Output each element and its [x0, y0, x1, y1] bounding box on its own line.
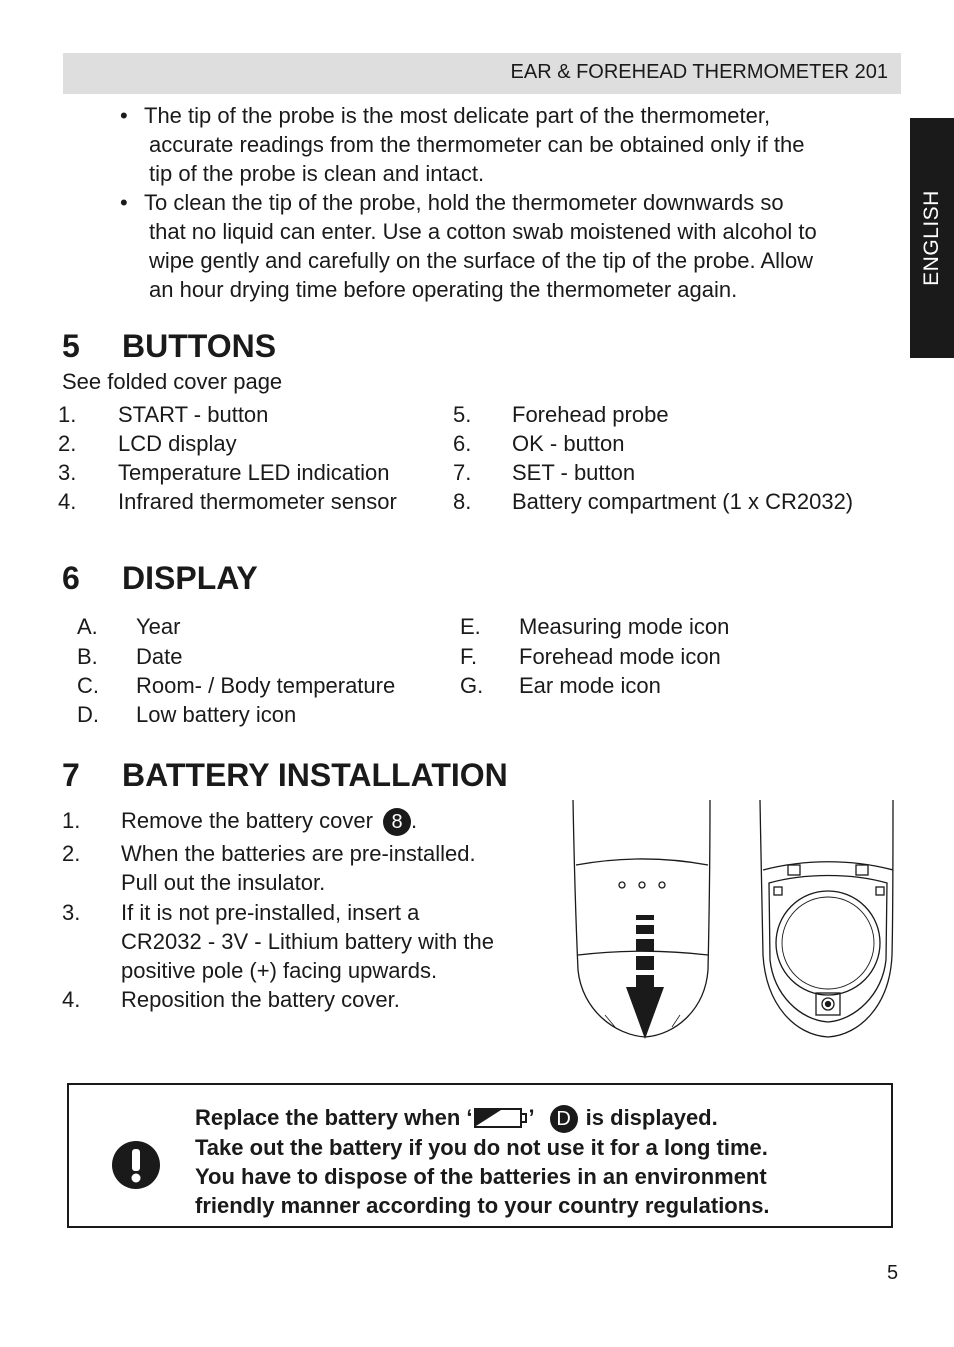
- care-bullet-1: [120, 101, 900, 188]
- step-line: CR2032 - 3V - Lithium battery with the: [121, 929, 494, 954]
- battery-cover-illustration: [560, 795, 920, 1045]
- exclamation-icon: [111, 1140, 161, 1190]
- warning-line-3: You have to dispose of the batteries in an environment: [195, 1164, 767, 1190]
- bullet-line: wipe gently and carefully on the surface of the tip of the probe. Allow: [149, 248, 814, 273]
- step-line-end: .: [411, 808, 418, 833]
- display-item: Room- / Body temperature: [136, 673, 396, 698]
- warning-text: [195, 1103, 770, 1220]
- battery-warning-box: [67, 1083, 893, 1228]
- warning-line-1-end: is displayed.: [579, 1105, 718, 1130]
- item-letter: C.: [77, 673, 99, 698]
- item-number: 2.: [58, 431, 77, 456]
- step-line: Pull out the insulator.: [121, 870, 326, 895]
- down-arrow-icon: [626, 915, 664, 1039]
- section-title: DISPLAY: [122, 560, 258, 596]
- section-heading-buttons: [62, 328, 276, 365]
- page-number: 5: [887, 1262, 899, 1284]
- buttons-item: Temperature LED indication: [118, 460, 390, 485]
- step-number: 3.: [62, 900, 81, 925]
- step-line: Remove the battery cover: [121, 808, 373, 833]
- section-number: 5: [62, 328, 80, 364]
- item-letter: G.: [460, 673, 484, 698]
- item-number: 8.: [453, 489, 472, 514]
- bullet-line: an hour drying time before operating the thermometer again.: [149, 277, 738, 302]
- buttons-item: START - button: [118, 402, 269, 427]
- item-number: 7.: [453, 460, 472, 485]
- bullet-line: accurate readings from the thermometer can be obtained only if the: [149, 132, 805, 157]
- warning-line-4: friendly manner according to your country regulations.: [195, 1193, 770, 1219]
- item-letter: A.: [77, 614, 98, 639]
- display-item: Year: [136, 614, 181, 639]
- display-item: Ear mode icon: [519, 673, 661, 698]
- section-title: BUTTONS: [122, 328, 277, 364]
- buttons-item: Battery compartment (1 x CR2032): [512, 489, 854, 514]
- buttons-item: OK - button: [512, 431, 625, 456]
- section-number: 6: [62, 560, 80, 596]
- language-tab-label: ENGLISH: [920, 190, 943, 286]
- item-number: 5.: [453, 402, 472, 427]
- language-tab: [910, 118, 954, 358]
- warning-line-2: Take out the battery if you do not use it for a long time.: [195, 1135, 768, 1161]
- warning-line-1: [195, 1103, 770, 1133]
- callout-badge: 8: [383, 808, 411, 836]
- battery-step-1: [121, 808, 417, 836]
- warning-line-1-start: Replace the battery when ‘: [195, 1105, 473, 1130]
- step-number: 4.: [62, 987, 81, 1012]
- section-number: 7: [62, 757, 80, 793]
- item-number: 1.: [58, 402, 77, 427]
- bullet-dot: •: [120, 190, 128, 215]
- running-header: [63, 53, 901, 94]
- buttons-item: Forehead probe: [512, 402, 669, 427]
- thermometer-open-compartment: [760, 800, 893, 1037]
- item-letter: D.: [77, 702, 99, 727]
- care-bullet-2: [120, 188, 900, 304]
- display-item: Date: [136, 644, 183, 669]
- step-line: Reposition the battery cover.: [121, 987, 400, 1012]
- item-number: 6.: [453, 431, 472, 456]
- buttons-item: LCD display: [118, 431, 237, 456]
- step-line: When the batteries are pre-installed.: [121, 841, 476, 866]
- item-number: 3.: [58, 460, 77, 485]
- bullet-line: that no liquid can enter. Use a cotton swab moistened with alcohol to: [149, 219, 817, 244]
- section-heading-display: [62, 560, 258, 597]
- buttons-note: See folded cover page: [62, 369, 283, 394]
- display-item: Low battery icon: [136, 702, 297, 727]
- section-title: BATTERY INSTALLATION: [122, 757, 508, 793]
- bullet-line: To clean the tip of the probe, hold the thermometer downwards so: [144, 190, 784, 215]
- item-letter: F.: [460, 644, 478, 669]
- item-number: 4.: [58, 489, 77, 514]
- bullet-dot: •: [120, 103, 128, 128]
- item-letter: E.: [460, 614, 481, 639]
- item-letter: B.: [77, 644, 98, 669]
- low-battery-icon: [473, 1107, 529, 1129]
- step-number: 2.: [62, 841, 81, 866]
- step-number: 1.: [62, 808, 81, 833]
- warning-quote-close: ’: [528, 1105, 534, 1130]
- display-item: Forehead mode icon: [519, 644, 721, 669]
- display-callout-badge: D: [550, 1105, 578, 1133]
- bullet-line: tip of the probe is clean and intact.: [149, 161, 485, 186]
- step-line: positive pole (+) facing upwards.: [121, 958, 438, 983]
- display-item: Measuring mode icon: [519, 614, 730, 639]
- bullet-line: The tip of the probe is the most delicate part of the thermometer,: [144, 103, 771, 128]
- buttons-item: SET - button: [512, 460, 636, 485]
- step-line: If it is not pre-installed, insert a: [121, 900, 420, 925]
- buttons-item: Infrared thermometer sensor: [118, 489, 397, 514]
- header-title: EAR & FOREHEAD THERMOMETER 201: [510, 61, 888, 83]
- section-heading-battery: [62, 757, 508, 794]
